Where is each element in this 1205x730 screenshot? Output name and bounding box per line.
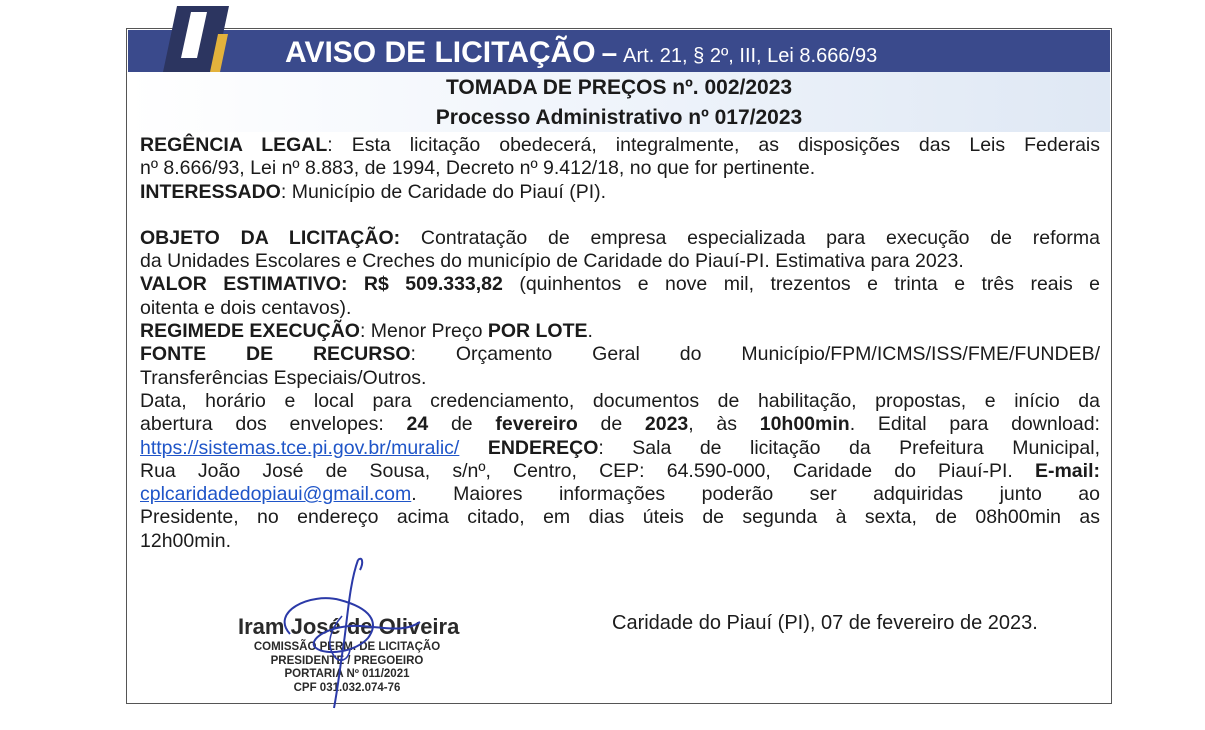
date-place: Caridade do Piauí (PI), 07 de fevereiro de 2023. <box>612 612 1038 634</box>
download-link[interactable]: https://sistemas.tce.pi.gov.br/muralic/ <box>140 436 460 459</box>
edital-text: . Edital para download: <box>849 413 1100 436</box>
fonte-line-1 <box>140 343 1100 366</box>
as-text: , às <box>688 413 760 436</box>
valor-text: (quinhentos e nove mil, trezentos e trinta e três reais e <box>502 273 1101 296</box>
handwritten-signature <box>230 552 470 712</box>
data-local-line-4 <box>140 460 1100 483</box>
regencia-line-2: nº 8.666/93, Lei nº 8.883, de 1994, Decreto nº 9.412/18, no que for pertinente. <box>140 157 816 180</box>
month-value: fevereiro <box>495 413 578 436</box>
regencia-text: : Esta licitação obedecerá, integralmente, as disposições das Leis Federais <box>327 134 1100 156</box>
year-value: 2023 <box>644 413 689 436</box>
of-text-1: de <box>428 413 496 436</box>
objeto-line-1 <box>140 227 1100 250</box>
title-dash: – <box>601 37 618 68</box>
fonte-line-2: Transferências Especiais/Outros. <box>140 366 427 389</box>
data-local-line-3 <box>140 437 1100 460</box>
email-link[interactable]: cplcaridadedopiaui@gmail.com <box>140 483 412 506</box>
fonte-text: : Orçamento Geral do Município/FPM/ICMS/ISS/FME/FUNDEB/ <box>410 343 1100 366</box>
notice-title <box>285 36 877 73</box>
address-text: Rua João José de Sousa, s/nº, Centro, CEP: 64.590-000, Caridade do Piauí-PI. <box>140 459 1035 482</box>
of-text-2: de <box>577 413 645 436</box>
fonte-label: FONTE DE RECURSO <box>140 343 411 366</box>
info-text: . Maiores informações poderão ser adquiridas junto ao <box>411 483 1100 506</box>
signatory-name: Iram José de Oliveira <box>238 614 460 639</box>
legal-reference: Art. 21, § 2º, III, Lei 8.666/93 <box>623 45 878 67</box>
paragraph-gap <box>140 204 1100 227</box>
email-label: E-mail <box>1034 459 1094 482</box>
regime-period: . <box>587 320 593 343</box>
signatory-role-2: PRESIDENTE / PREGOEIRO <box>270 654 424 667</box>
processo-heading: Processo Administrativo nº 017/2023 <box>435 106 803 129</box>
objeto-label: OBJETO DA LICITAÇÃO: <box>140 226 401 249</box>
objeto-line-2: da Unidades Escolares e Creches do município de Caridade do Piauí-PI. Estimativa para 2023. <box>140 250 964 273</box>
data-local-line-5 <box>140 483 1100 506</box>
tomada-de-precos-heading: TOMADA DE PREÇOS nº. 002/2023 <box>445 76 793 99</box>
data-local-line-7: 12h00min. <box>140 529 232 552</box>
notice-body <box>140 134 1100 553</box>
signatory-cpf: CPF 031.032.074-76 <box>293 681 401 694</box>
data-local-line-2 <box>140 413 1100 436</box>
valor-line-1 <box>140 273 1100 296</box>
regime-por-lote: POR LOTE <box>487 320 588 343</box>
abertura-text: abertura dos envelopes: <box>140 413 407 436</box>
interessado-text: : Município de Caridade do Piauí (PI). <box>280 180 607 203</box>
data-local-line-6: Presidente, no endereço acima citado, em dias úteis de segunda à sexta, de 08h00min as <box>140 506 1100 529</box>
brand-logo-icon <box>163 6 243 72</box>
day-value: 24 <box>406 413 429 436</box>
data-local-line-1: Data, horário e local para credenciamento, documentos de habilitação, propostas, e início da <box>140 389 1100 412</box>
time-value: 10h00min <box>759 413 850 436</box>
interessado-line <box>140 181 1100 204</box>
email-colon: : <box>1093 459 1100 482</box>
notice-title-text: AVISO DE LICITAÇÃO <box>285 36 596 69</box>
interessado-label: INTERESSADO <box>140 180 281 203</box>
objeto-text: Contratação de empresa especializada para execução de reforma <box>400 226 1100 249</box>
valor-line-2: oitenta e dois centavos). <box>140 296 352 319</box>
regencia-label: REGÊNCIA LEGAL <box>140 134 328 156</box>
signatory-role-1: COMISSÃO PERM. DE LICITAÇÃO <box>253 641 441 653</box>
signatory-portaria: PORTARIA Nº 011/2021 <box>284 668 410 681</box>
regencia-line-1 <box>140 134 1100 157</box>
valor-label: VALOR ESTIMATIVO: R$ 509.333,82 <box>140 273 503 296</box>
endereco-label: ENDEREÇO <box>459 436 599 459</box>
endereco-text: : Sala de licitação da Prefeitura Municipal, <box>598 436 1100 459</box>
regime-label: REGIMEDE EXECUÇÃO <box>140 320 360 343</box>
regime-line <box>140 320 1100 343</box>
regime-text: : Menor Preço <box>359 320 488 343</box>
